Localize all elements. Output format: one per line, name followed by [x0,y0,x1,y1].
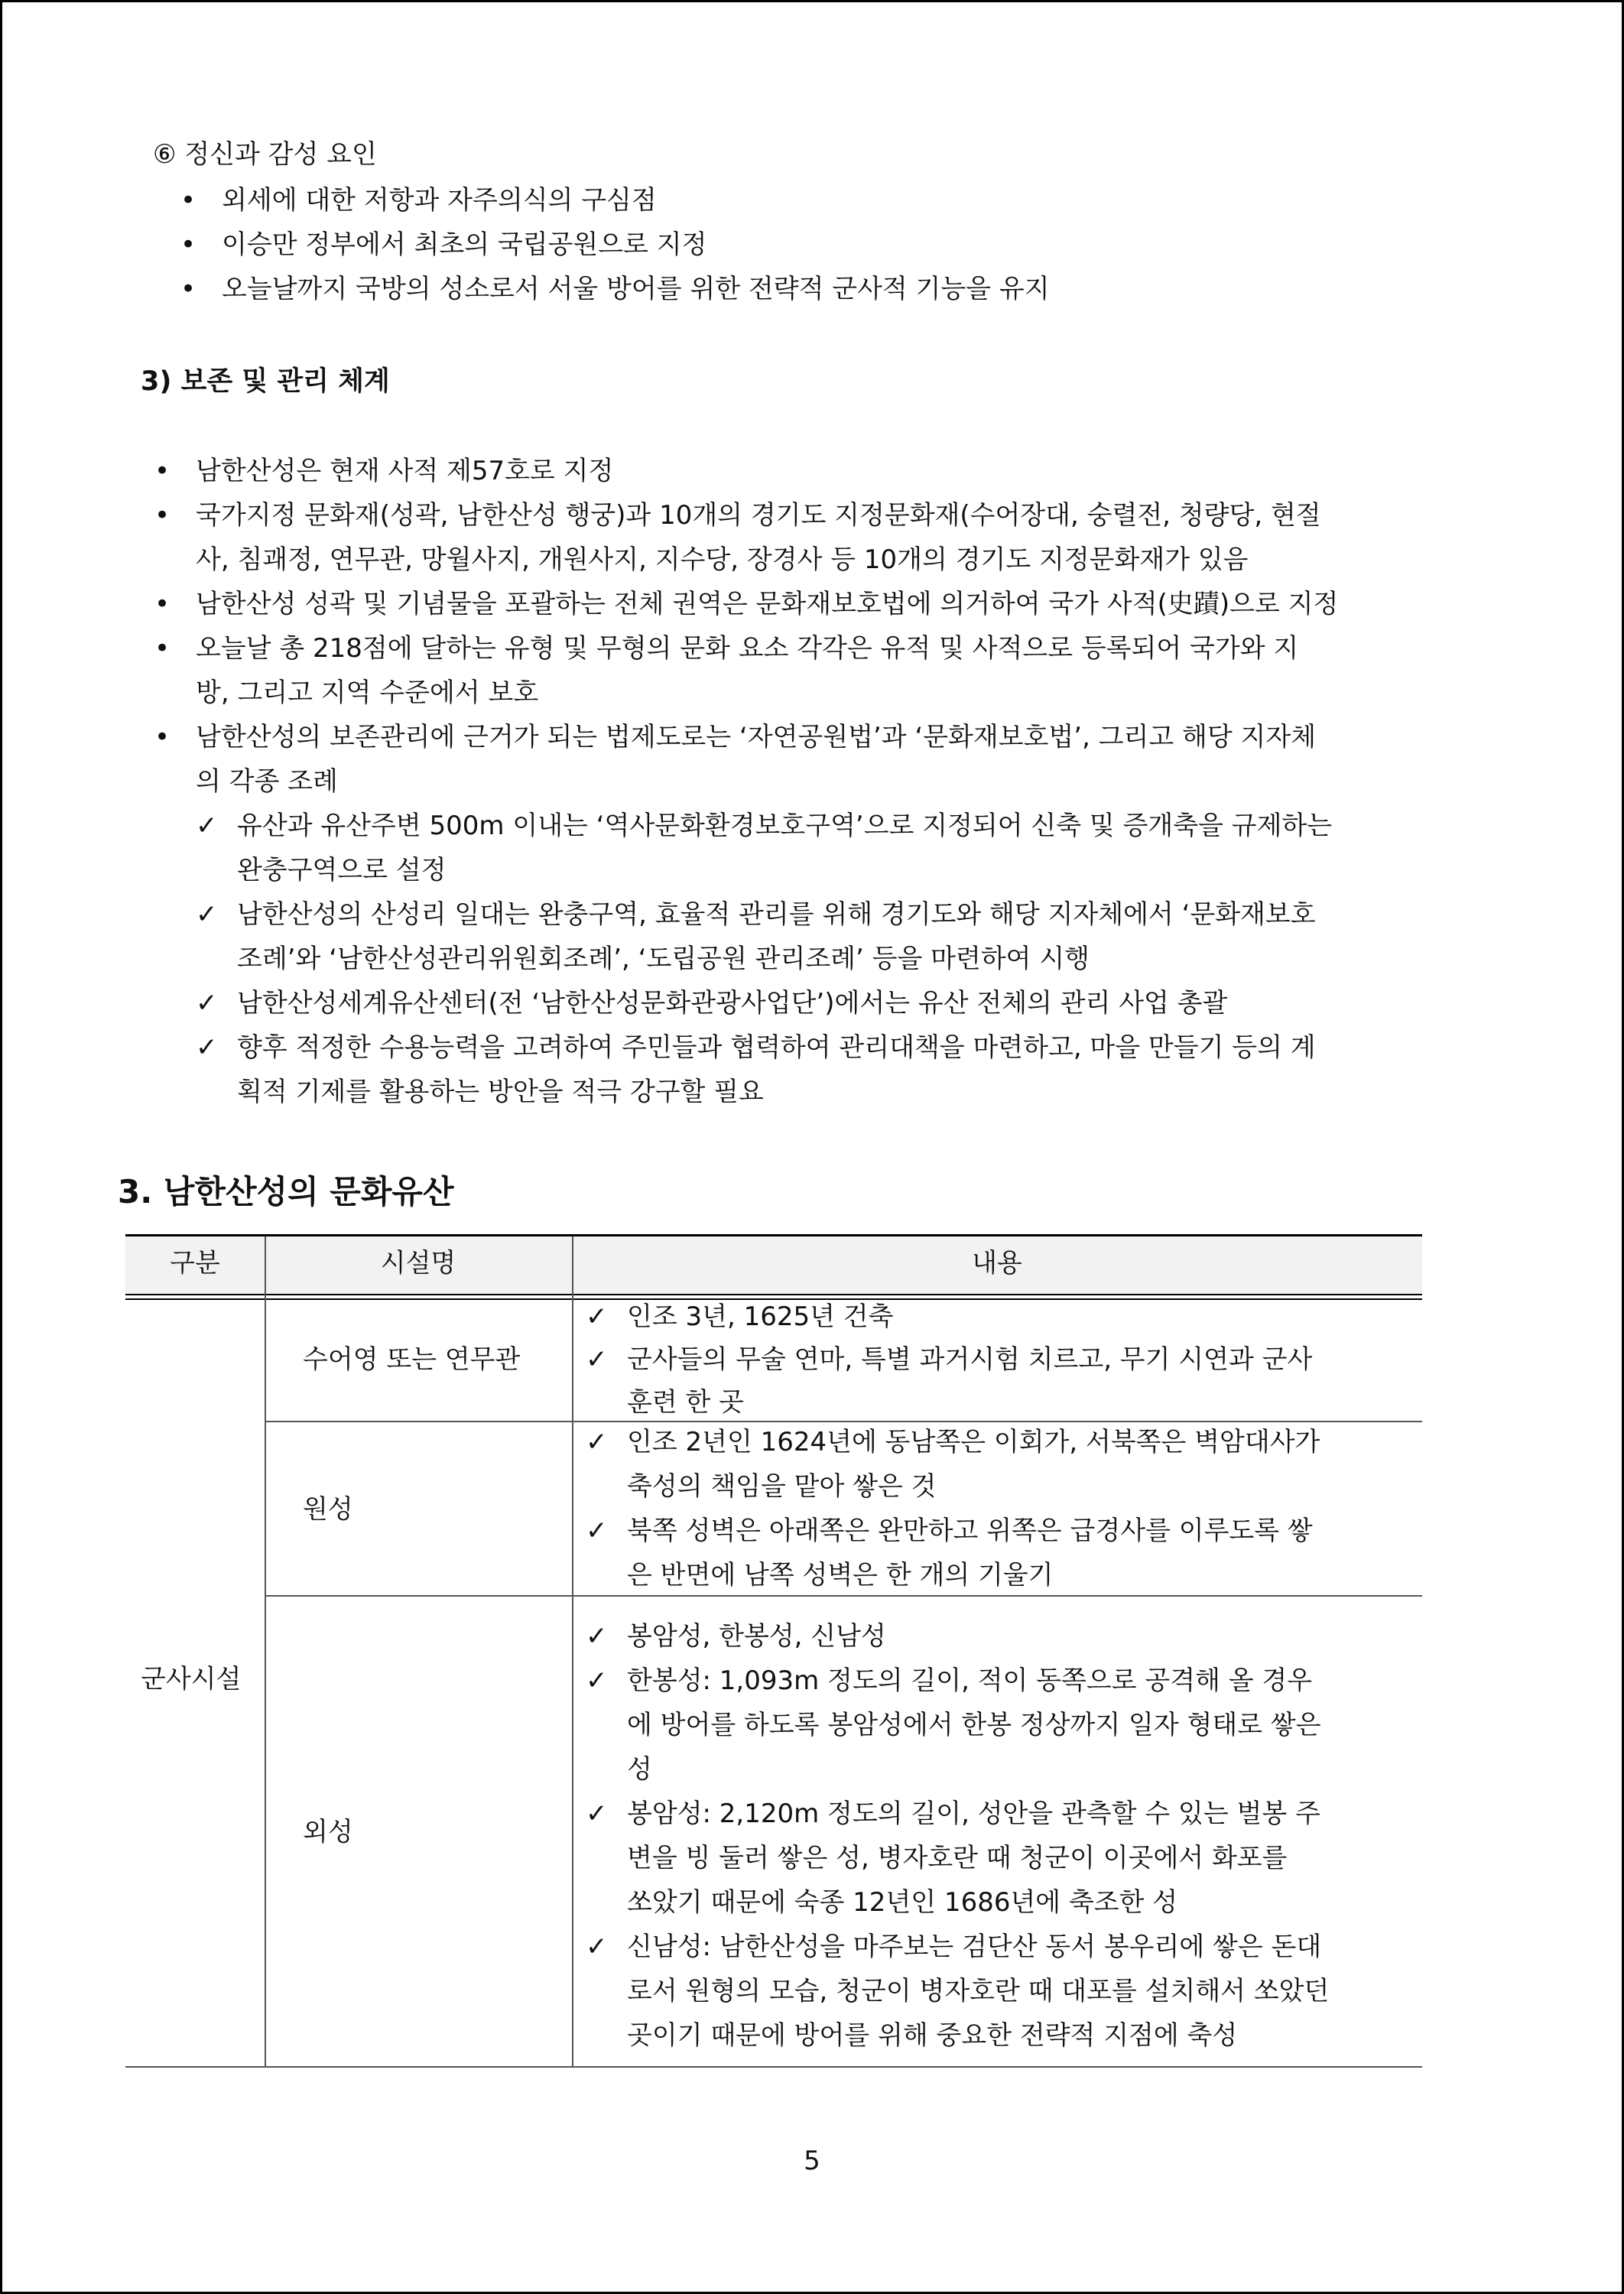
table-header-content: 내용 [972,1248,1022,1279]
bullet-icon: • [154,456,171,486]
table-bottom-border [125,2066,1422,2068]
bullet-text: 이승만 정부에서 최초의 국립공원으로 지정 [222,229,707,260]
section-heading: 3) 보존 및 관리 체계 [141,366,390,397]
content-line: 북쪽 성벽은 아래쪽은 완만하고 위쪽은 급경사를 이루도록 쌓 [627,1516,1313,1546]
content-line-cont: 변을 빙 둘러 쌓은 성, 병자호란 때 청군이 이곳에서 화포를 [627,1843,1288,1873]
content-line: 봉암성: 2,120m 정도의 길이, 성안을 관측할 수 있는 벌봉 주 [627,1798,1320,1829]
check-text: 향후 적정한 수용능력을 고려하여 주민들과 협력하여 관리대책을 마련하고, 마을 만들기 등의 계 [237,1032,1316,1063]
content-line-cont: 쏘았기 때문에 숙종 12년인 1686년에 축조한 성 [627,1887,1178,1918]
check-text-cont: 획적 기제를 활용하는 방안을 적극 강구할 필요 [237,1077,764,1107]
bullet-text: 남한산성은 현재 사적 제57호로 지정 [196,456,614,486]
column-divider [572,1236,573,2067]
check-icon: ✓ [586,1516,608,1546]
check-icon: ✓ [196,1032,218,1063]
row-divider [265,1421,1422,1422]
content-line-cont: 성 [627,1754,652,1785]
bullet-icon: • [154,500,171,531]
check-icon: ✓ [196,988,218,1019]
check-icon: ✓ [586,1665,608,1696]
check-icon: ✓ [586,1427,608,1457]
category-cell: 군사시설 [141,1664,242,1695]
check-icon: ✓ [196,899,218,930]
check-text-cont: 조례’와 ‘남한산성관리위원회조례’, ‘도립공원 관리조례’ 등을 마련하여 시행 [237,944,1090,974]
table-header-border [125,1294,1422,1295]
subsection-title: ⑥ 정신과 감성 요인 [153,139,377,170]
column-divider [265,1236,266,2067]
bullet-text: 외세에 대한 저항과 자주의식의 구심점 [222,185,657,216]
row-divider [265,1595,1422,1597]
content-line: 인조 3년, 1625년 건축 [627,1301,894,1332]
content-line-cont: 훈련 한 곳 [627,1387,744,1418]
check-text: 남한산성세계유산센터(전 ‘남한산성문화관광사업단’)에서는 유산 전체의 관리 사업 총괄 [237,988,1228,1019]
check-icon: ✓ [586,1621,608,1652]
bullet-text: 오늘날까지 국방의 성소로서 서울 방어를 위한 전략적 군사적 기능을 유지 [222,274,1050,304]
content-line-cont: 축성의 책임을 맡아 쌓은 것 [627,1471,937,1502]
check-icon: ✓ [196,811,218,841]
check-icon: ✓ [586,1344,608,1375]
table-header-facility: 시설명 [380,1248,456,1279]
content-line: 인조 2년인 1624년에 동남쪽은 이회가, 서북쪽은 벽암대사가 [627,1427,1320,1457]
bullet-text: 남한산성 성곽 및 기념물을 포괄하는 전체 권역은 문화재보호법에 의거하여 국가 사적(史蹟)으로 지정 [196,589,1339,619]
check-text: 남한산성의 산성리 일대는 완충구역, 효율적 관리를 위해 경기도와 해당 지자체에서 ‘문화재보호 [237,899,1316,930]
content-line: 군사들의 무술 연마, 특별 과거시험 치르고, 무기 시연과 군사 [627,1344,1313,1375]
bullet-icon: • [180,185,197,216]
check-icon: ✓ [586,1798,608,1829]
bullet-icon: • [180,274,197,304]
facility-name: 수어영 또는 연무관 [303,1344,521,1375]
table-top-border [125,1234,1422,1236]
content-line-cont: 은 반면에 남쪽 성벽은 한 개의 기울기 [627,1560,1054,1591]
check-text: 유산과 유산주변 500m 이내는 ‘역사문화환경보호구역’으로 지정되어 신축 및 증개축을 규제하는 [237,811,1333,841]
bullet-icon: • [154,633,171,664]
bullet-text: 오늘날 총 218점에 달하는 유형 및 무형의 문화 요소 각각은 유적 및 사적으로 등록되어 국가와 지 [196,633,1299,664]
bullet-icon: • [180,229,197,260]
content-line: 한봉성: 1,093m 정도의 길이, 적이 동쪽으로 공격해 올 경우 [627,1665,1313,1696]
content-line: 봉암성, 한봉성, 신남성 [627,1621,886,1652]
content-line-cont: 에 방어를 하도록 봉암성에서 한봉 정상까지 일자 형태로 쌓은 [627,1710,1321,1740]
facility-name: 외성 [303,1817,353,1847]
check-icon: ✓ [586,1301,608,1332]
bullet-text-cont: 의 각종 조례 [196,766,338,797]
check-text-cont: 완충구역으로 설정 [237,855,447,885]
bullet-text-cont: 사, 침괘정, 연무관, 망월사지, 개원사지, 지수당, 장경사 등 10개의 경기도 지정문화재가 있음 [196,544,1249,575]
bullet-icon: • [154,722,171,752]
bullet-text: 남한산성의 보존관리에 근거가 되는 법제도로는 ‘자연공원법’과 ‘문화재보호법’, 그리고 해당 지자체 [196,722,1317,752]
table-header-category: 구분 [170,1248,220,1279]
content-line-cont: 곳이기 때문에 방어를 위해 중요한 전략적 지점에 축성 [627,2020,1238,2051]
page-number: 5 [804,2146,820,2176]
section-title: 3. 남한산성의 문화유산 [118,1173,454,1210]
bullet-icon: • [154,589,171,619]
check-icon: ✓ [586,1932,608,1962]
bullet-text: 국가지정 문화재(성곽, 남한산성 행궁)과 10개의 경기도 지정문화재(수어장대, 숭렬전, 청량당, 현절 [196,500,1321,531]
content-line: 신남성: 남한산성을 마주보는 검단산 동서 봉우리에 쌓은 돈대 [627,1932,1322,1962]
heritage-table [125,1234,1422,2068]
content-line-cont: 로서 원형의 모습, 청군이 병자호란 때 대포를 설치해서 쏘았던 [627,1976,1330,2006]
bullet-text-cont: 방, 그리고 지역 수준에서 보호 [196,677,539,708]
facility-name: 원성 [303,1494,353,1525]
